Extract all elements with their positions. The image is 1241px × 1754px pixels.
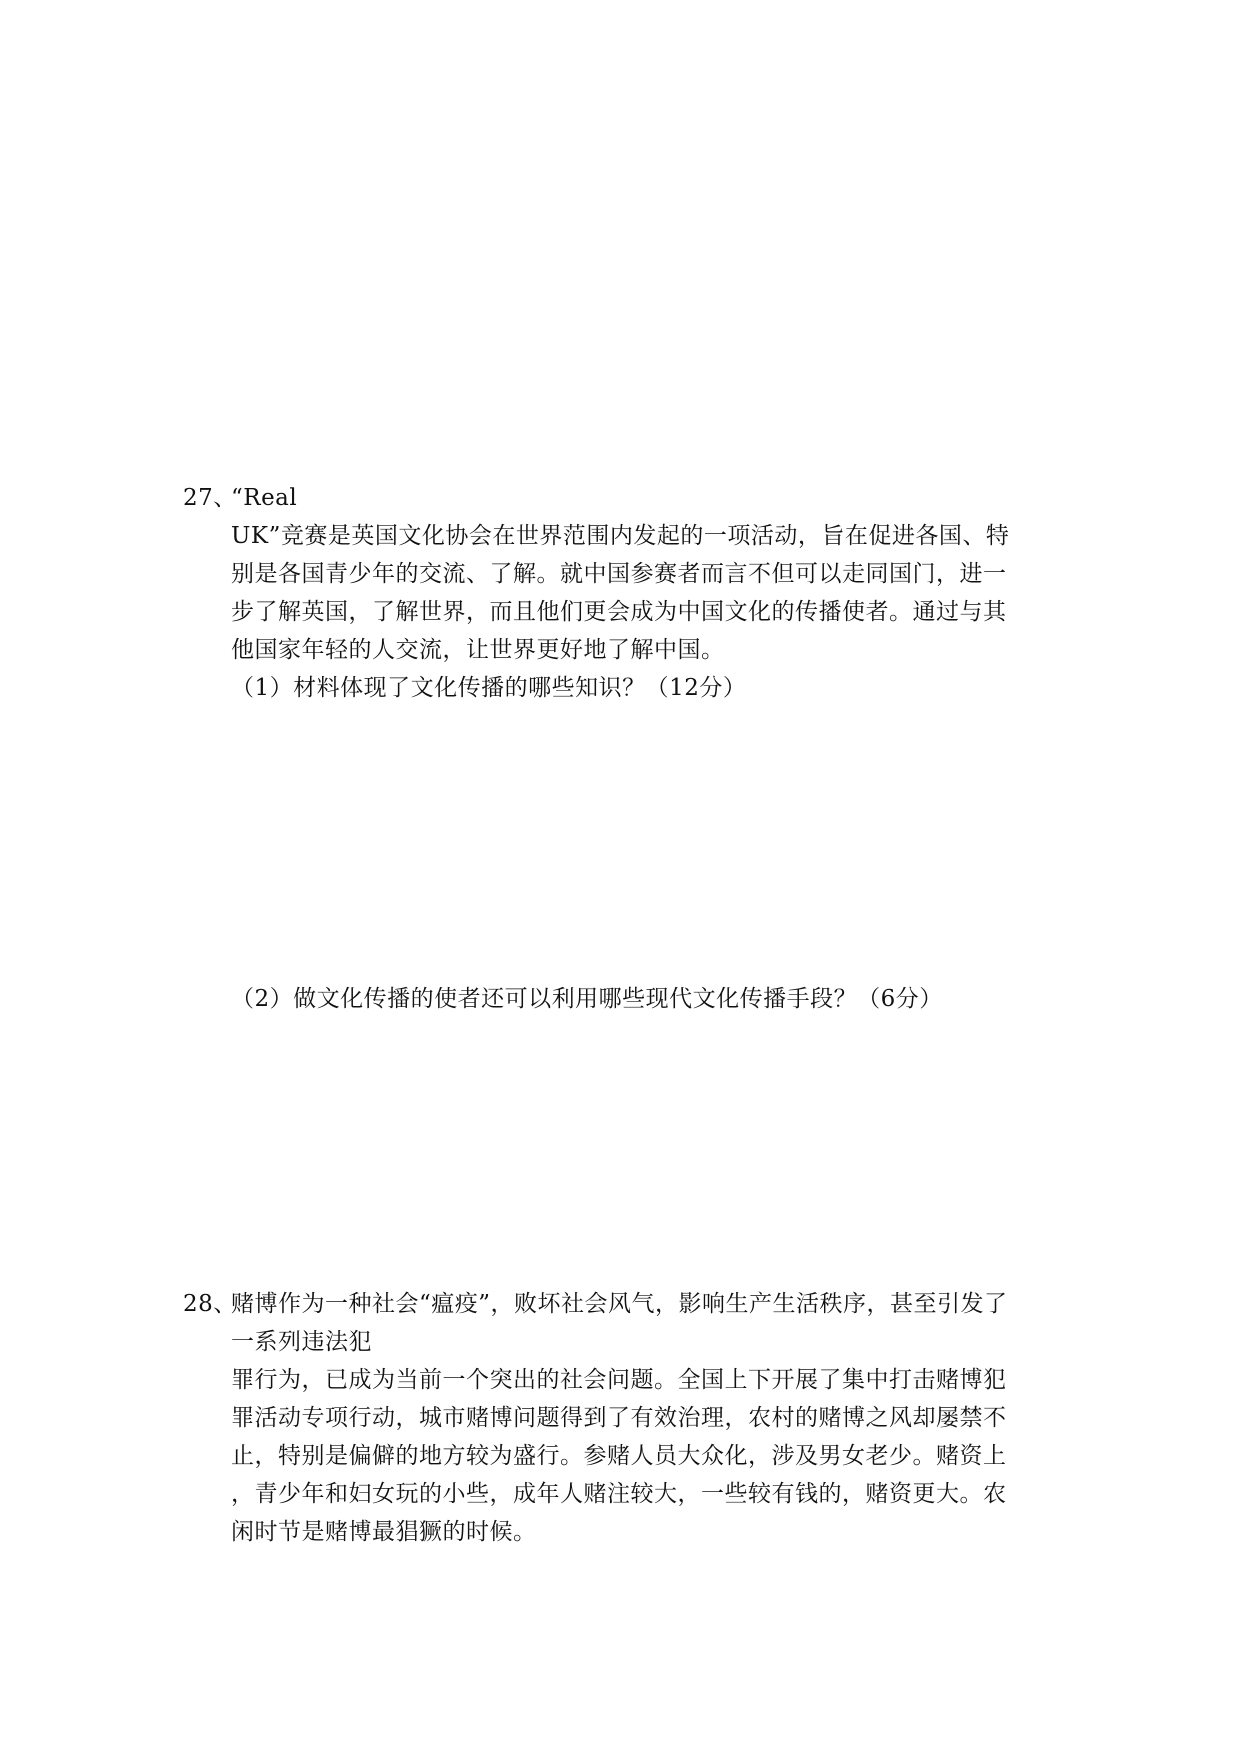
question-27-line-3: 别是各国青少年的交流、了解。就中国参赛者而言不但可以走同国门，进一 bbox=[231, 561, 1007, 587]
question-27-line-2: UK”竞赛是英国文化协会在世界范围内发起的一项活动，旨在促进各国、特 bbox=[231, 523, 1010, 549]
question-28-line-2: 一系列违法犯 bbox=[231, 1329, 372, 1355]
question-28-line-7: 闲时节是赌博最猖獗的时候。 bbox=[231, 1519, 537, 1545]
question-27-line-5: 他国家年轻的人交流，让世界更好地了解中国。 bbox=[231, 637, 725, 663]
question-28-line-5: 止，特别是偏僻的地方较为盛行。参赌人员大众化，涉及男女老少。赌资上 bbox=[231, 1443, 1007, 1469]
question-27-subquestion-1: （1）材料体现了文化传播的哪些知识？（12分） bbox=[231, 675, 747, 701]
question-28-line-1: 赌博作为一种社会“瘟疫”，败坏社会风气，影响生产生活秩序，甚至引发了 bbox=[231, 1291, 1008, 1317]
question-number-27: 27、 bbox=[183, 485, 237, 511]
question-27-line-4: 步了解英国，了解世界，而且他们更会成为中国文化的传播使者。通过与其 bbox=[231, 599, 1007, 625]
question-27-subquestion-2: （2）做文化传播的使者还可以利用哪些现代文化传播手段？（6分） bbox=[231, 986, 943, 1012]
question-28-line-3: 罪行为，已成为当前一个突出的社会问题。全国上下开展了集中打击赌博犯 bbox=[231, 1367, 1007, 1393]
question-27-line-1: “Real bbox=[231, 485, 298, 511]
question-28-line-4: 罪活动专项行动，城市赌博问题得到了有效治理，农村的赌博之风却屡禁不 bbox=[231, 1405, 1007, 1431]
question-number-28: 28、 bbox=[183, 1291, 237, 1317]
question-28-line-6: ，青少年和妇女玩的小些，成年人赌注较大，一些较有钱的，赌资更大。农 bbox=[231, 1481, 1007, 1507]
